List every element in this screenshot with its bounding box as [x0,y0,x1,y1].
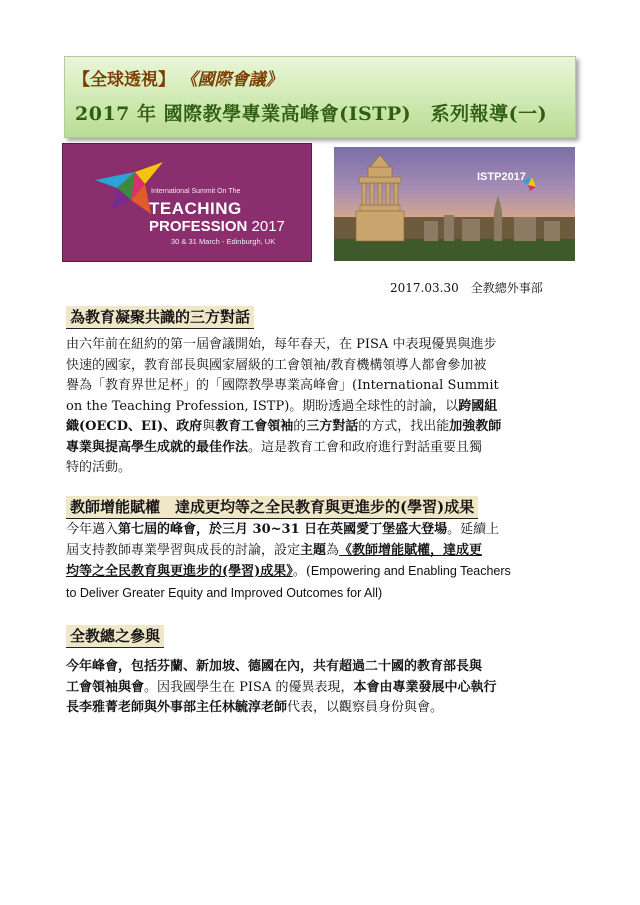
s1-line3: 譽為「教育界世足杯」的「國際教學專業高峰會」(International Summit [66,378,499,393]
s2-line3a: 均等之全民教育與更進步的(學習)成果》 [66,564,293,579]
s1-line2: 快速的國家，教育部長與國家層級的工會領袖/教育機構領導人都會參加被 [66,357,487,373]
logo-date-text: 30 & 31 March - Edinburgh, UK [171,237,276,246]
s2-line1c: 。延續上 [447,522,500,537]
s3-line3 [66,698,496,719]
logo-year: 2017 [251,218,285,235]
logo-profession-word: PROFESSION [149,218,248,235]
s1-line5e: 的 [293,419,307,434]
s1-line6b: 。這是教育工會和政府進行對話重要且獨 [248,439,483,455]
edinburgh-scene [334,147,575,261]
dateline: 2017.03.30 全教總外事部 [390,281,543,295]
s2-line3 [66,561,511,583]
banner-category-main: 【全球透視】 [73,70,175,90]
s1-line5b: (OECD、EI)、政府 [79,419,203,434]
s2-line1 [66,520,511,541]
banner-title: 2017 年 國際教學專業高峰會(ISTP) 系列報導(一) [75,103,548,125]
title-banner [64,56,576,138]
s2-line1a: 今年邁入 [66,522,119,537]
logo-small-text: International Summit On The [151,188,241,195]
s1-line4b: 跨國組 [458,398,498,414]
s1-line1: 由六年前在紐約的第一屆會議開始，每年春天，在 PISA 中表現優異與進步 [66,337,497,352]
section3-body [66,657,496,719]
s3-line1: 今年峰會，包括芬蘭、新加坡、德國在內，共有超過二十國的教育部長與 [66,659,483,674]
s2-line1b: 第七屆的峰會，於三月 30~31 日在英國愛丁堡盛大登場 [118,522,448,537]
s2-line4: to Deliver Greater Equity and Improved Outcomes for All) [66,585,383,600]
istp-logo-image [62,143,312,262]
s1-line4a: on the Teaching Profession, ISTP)。期盼透過全球性的討論，以 [66,398,459,414]
s1-line5f: 三方對話 [306,419,359,434]
banner-category [73,65,283,90]
s2-line2b: 主題 [300,542,327,558]
istp-tag: ISTP2017 [477,171,526,183]
s1-line5a: 織 [66,419,80,434]
s1-line6a: 專業與提高學生成就的最佳作法 [66,439,249,455]
s2-line2 [66,541,511,562]
banner-category-sub: 《國際會議》 [189,70,283,90]
s1-line6 [66,438,501,459]
s1-line7: 特的活動。 [66,460,132,475]
s3-line2b: 。因我國學生在 PISA 的優異表現， [144,679,354,695]
section2-body [66,520,511,603]
edinburgh-photo [334,147,575,261]
s2-line2d: 《教師增能賦權，達成更 [339,542,483,558]
s2-line3c: Empowering and Enabling Teachers [310,564,511,578]
section1-heading: 為教育凝聚共識的三方對話 [66,306,254,329]
section1-body [66,335,501,479]
s3-line2 [66,678,496,699]
s2-line2a: 屆支持教師專業學習與成長的討論，設定 [66,542,301,558]
s2-line2c: 為 [326,542,340,558]
s1-line5g: 的方式，找出能 [358,419,450,434]
s1-line5 [66,417,501,438]
s3-line3b: 代表，以觀察員身份與會。 [287,700,444,715]
s2-line3b: 。( [292,564,311,579]
s3-line2c: 本會由專業發展中心執行 [353,679,497,695]
s1-line4 [66,397,501,418]
logo-teaching-text: TEACHING [149,199,242,218]
s1-line5c: 與 [202,419,216,434]
s1-line5d: 教育工會領袖 [215,419,294,434]
logo-profession-text [149,218,285,235]
s1-line5h: 加強教師 [449,419,502,434]
s3-line2a: 工會領袖與會 [66,679,145,695]
section3-heading: 全教總之參與 [66,625,164,648]
section2-heading: 教師增能賦權 達成更均等之全民教育與更進步的(學習)成果 [66,496,478,519]
s3-line3a: 長李雅菁老師與外事部主任林毓淳老師 [66,700,288,715]
